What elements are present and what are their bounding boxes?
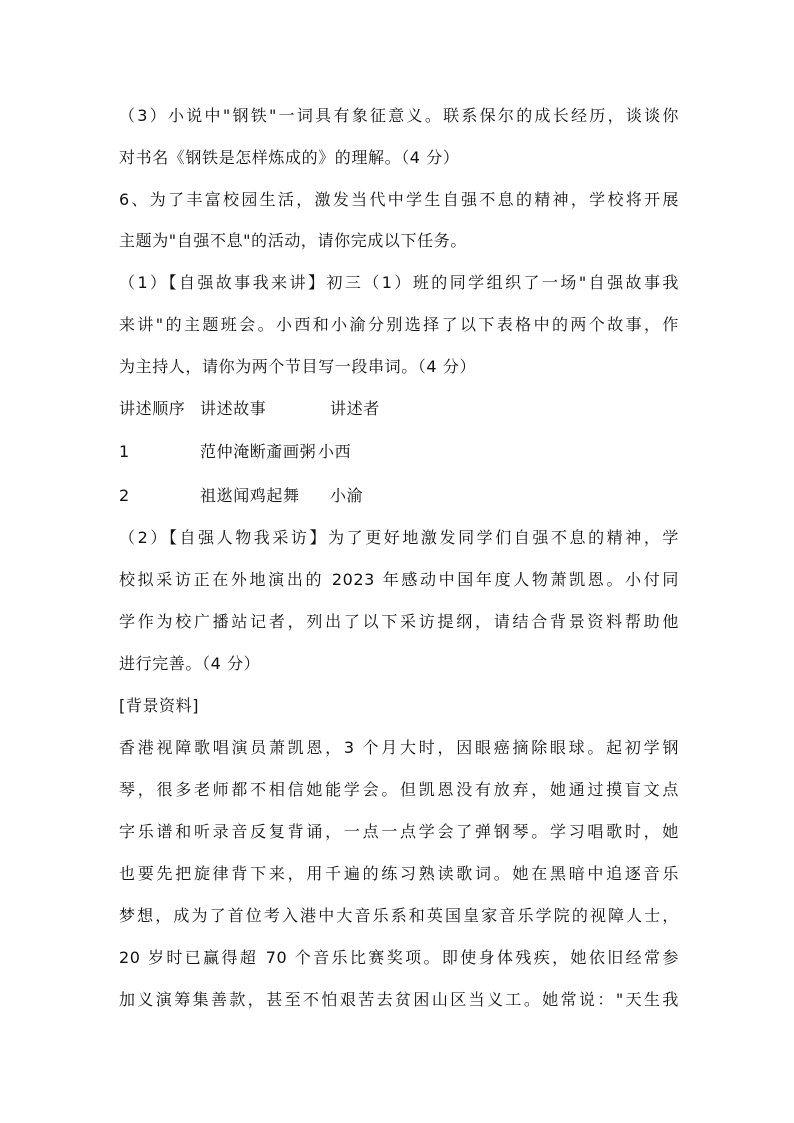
table-cell: 2: [119, 486, 130, 505]
text-line: 为主持人，请你为两个节目写一段串词。（4 分）: [119, 357, 477, 376]
text-line: 来讲"的主题班会。小西和小渝分别选择了以下表格中的两个故事，作: [119, 315, 679, 334]
text-line: 进行完善。（4 分）: [119, 654, 261, 673]
text-line: 字乐谱和听录音反复背诵，一点一点学会了弹钢琴。学习唱歌时，她: [119, 822, 679, 841]
text-line: 校拟采访正在外地演出的 2023 年感动中国年度人物萧凯恩。小付同: [119, 570, 679, 589]
text-line: 主题为"自强不息"的活动，请你完成以下任务。: [119, 231, 467, 250]
text-line: （3）小说中"钢铁"一词具有象征意义。联系保尔的成长经历，谈谈你: [119, 106, 679, 125]
table-cell: 小西: [318, 442, 352, 461]
text-line: 对书名《钢铁是怎样炼成的》的理解。（4 分）: [119, 148, 460, 167]
table-header: 讲述故事: [200, 399, 267, 418]
text-line: 加义演筹集善款，甚至不怕艰苦去贫困山区当义工。她常说："天生我: [119, 990, 679, 1009]
table-cell: 1: [119, 442, 130, 461]
text-line: 20 岁时已赢得超 70 个音乐比赛奖项。即使身体残疾，她依旧经常参: [119, 948, 679, 967]
section-label: [背景资料]: [119, 696, 200, 715]
table-cell: 小渝: [330, 486, 364, 505]
text-line: （1）【自强故事我来讲】初三（1）班的同学组织了一场"自强故事我: [119, 273, 679, 292]
text-line: 香港视障歌唱演员萧凯恩，3 个月大时，因眼癌摘除眼球。起初学钢: [119, 738, 679, 757]
table-cell: 祖逖闻鸡起舞: [200, 486, 300, 505]
text-line: 琴，很多老师都不相信她能学会。但凯恩没有放弃，她通过摸盲文点: [119, 780, 679, 799]
table-header: 讲述者: [330, 399, 380, 418]
table-header: 讲述顺序: [119, 399, 186, 418]
text-line: （2）【自强人物我采访】为了更好地激发同学们自强不息的精神，学: [119, 528, 679, 547]
text-line: 学作为校广播站记者，列出了以下采访提纲，请结合背景资料帮助他: [119, 612, 679, 631]
text-line: 梦想，成为了首位考入港中大音乐系和英国皇家音乐学院的视障人士，: [119, 906, 679, 925]
text-line: 也要先把旋律背下来，用千遍的练习熟读歌词。她在黑暗中追逐音乐: [119, 864, 679, 883]
table-cell: 范仲淹断齑画粥: [200, 442, 317, 461]
text-line: 6、为了丰富校园生活，激发当代中学生自强不息的精神，学校将开展: [119, 190, 679, 209]
